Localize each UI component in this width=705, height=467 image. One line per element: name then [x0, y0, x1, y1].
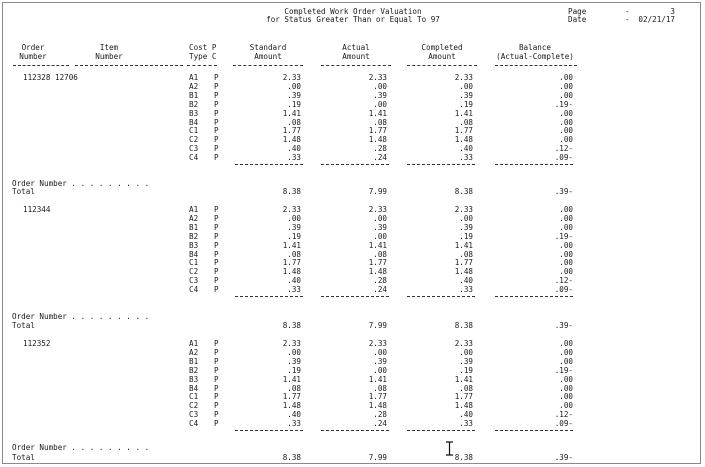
header-rule	[75, 65, 183, 66]
balance-amount: .00	[559, 383, 573, 393]
process-code: P	[214, 135, 219, 145]
total-label: Total	[12, 187, 35, 196]
header-rule	[187, 65, 217, 66]
completed-amount: .40	[459, 144, 473, 154]
process-code: P	[214, 205, 219, 214]
balance-amount: .00	[559, 73, 573, 82]
completed-amount: .40	[459, 410, 473, 420]
actual-amount: .28	[373, 276, 387, 286]
standard-amount: .40	[287, 276, 301, 286]
total-label: Total	[12, 453, 35, 462]
report-subtitle: for Status Greater Than or Equal To 97	[266, 15, 440, 24]
col-completed-line1: Completed	[421, 43, 463, 52]
subtotal-label: Order Number . . . . . . . . .	[12, 443, 150, 452]
subtotal-rule	[407, 430, 475, 431]
completed-amount: .08	[459, 249, 473, 259]
balance-amount: .00	[559, 392, 573, 402]
cost-type: C4	[189, 419, 199, 429]
balance-amount: .00	[559, 356, 573, 366]
completed-amount: 1.48	[454, 267, 473, 277]
page-separator: -	[625, 7, 630, 16]
completed-amount: 2.33	[454, 339, 473, 348]
completed-amount: .00	[459, 213, 473, 223]
header-rule	[495, 65, 577, 66]
standard-amount: .00	[287, 213, 301, 223]
balance-amount: .19-	[554, 231, 573, 241]
total-balance: .39-	[554, 187, 573, 196]
standard-amount: 1.48	[282, 267, 301, 277]
standard-amount: .40	[287, 410, 301, 420]
completed-amount: 1.77	[454, 126, 473, 136]
col-order-line1: Order	[21, 43, 45, 52]
balance-amount: .12-	[554, 410, 573, 420]
total-standard: 8.38	[282, 187, 301, 196]
process-code: P	[214, 231, 219, 241]
actual-amount: .24	[373, 153, 387, 163]
actual-amount: .08	[373, 249, 387, 259]
cost-type: C3	[189, 144, 199, 154]
actual-amount: .00	[373, 347, 387, 357]
subtotal-rule	[235, 296, 303, 297]
actual-amount: 1.41	[368, 108, 387, 118]
cost-type: A1	[189, 73, 199, 82]
cost-type: B1	[189, 90, 199, 100]
cost-type: C3	[189, 276, 199, 286]
order-number: 112344	[23, 205, 51, 214]
process-code: P	[214, 213, 219, 223]
standard-amount: .08	[287, 117, 301, 127]
standard-amount: .39	[287, 90, 301, 100]
balance-amount: .00	[559, 81, 573, 91]
process-code: P	[214, 81, 219, 91]
process-code: P	[214, 240, 219, 250]
completed-amount: .39	[459, 222, 473, 232]
page-number: 3	[670, 7, 675, 16]
cost-type: A1	[189, 339, 199, 348]
balance-amount: .09-	[554, 419, 573, 429]
standard-amount: .08	[287, 249, 301, 259]
standard-amount: .39	[287, 356, 301, 366]
subtotal-rule	[407, 296, 475, 297]
completed-amount: 1.48	[454, 401, 473, 411]
col-standard-line1: Standard	[249, 43, 287, 52]
item-number: 12706	[55, 73, 78, 82]
completed-amount: 1.48	[454, 135, 473, 145]
standard-amount: .19	[287, 365, 301, 375]
standard-amount: .33	[287, 419, 301, 429]
cost-type: B4	[189, 117, 199, 127]
completed-amount: .33	[459, 153, 473, 163]
balance-amount: .00	[559, 339, 573, 348]
cost-type: A2	[189, 347, 199, 357]
total-completed: 8.38	[454, 453, 473, 462]
report-title: Completed Work Order Valuation	[284, 7, 422, 16]
completed-amount: 1.41	[454, 374, 473, 384]
process-code: P	[214, 276, 219, 286]
actual-amount: 1.41	[368, 374, 387, 384]
col-standard-line2: Amount	[254, 52, 282, 61]
process-code: P	[214, 249, 219, 259]
total-balance: .39-	[554, 321, 573, 330]
actual-amount: 2.33	[368, 205, 387, 214]
process-code: P	[214, 285, 219, 295]
process-code: P	[214, 126, 219, 136]
standard-amount: 2.33	[282, 73, 301, 82]
actual-amount: .39	[373, 90, 387, 100]
standard-amount: .00	[287, 347, 301, 357]
process-code: P	[214, 392, 219, 402]
process-code: P	[214, 419, 219, 429]
balance-amount: .12-	[554, 276, 573, 286]
subtotal-rule	[495, 296, 573, 297]
actual-amount: .08	[373, 117, 387, 127]
standard-amount: 2.33	[282, 339, 301, 348]
completed-amount: .08	[459, 383, 473, 393]
cost-type: B3	[189, 374, 199, 384]
completed-amount: .33	[459, 285, 473, 295]
standard-amount: 1.77	[282, 392, 301, 402]
cost-type: B1	[189, 222, 199, 232]
completed-amount: 1.41	[454, 240, 473, 250]
actual-amount: 1.41	[368, 240, 387, 250]
header-rule	[321, 65, 391, 66]
standard-amount: .00	[287, 81, 301, 91]
total-label: Total	[12, 321, 35, 330]
report-frame	[2, 2, 701, 464]
balance-amount: .00	[559, 267, 573, 277]
standard-amount: .33	[287, 153, 301, 163]
cost-type: B3	[189, 240, 199, 250]
balance-amount: .19-	[554, 365, 573, 375]
date-label: Date	[568, 15, 587, 24]
cost-type: B1	[189, 356, 199, 366]
standard-amount: 1.77	[282, 258, 301, 268]
completed-amount: 2.33	[454, 205, 473, 214]
process-code: P	[214, 401, 219, 411]
standard-amount: .40	[287, 144, 301, 154]
actual-amount: 1.48	[368, 267, 387, 277]
standard-amount: 1.41	[282, 240, 301, 250]
subtotal-rule	[321, 430, 389, 431]
order-number: 112352	[23, 339, 51, 348]
process-code: P	[214, 222, 219, 232]
process-code: P	[214, 339, 219, 348]
completed-amount: .00	[459, 81, 473, 91]
actual-amount: 2.33	[368, 73, 387, 82]
completed-amount: 1.77	[454, 392, 473, 402]
date-value: 02/21/17	[638, 15, 675, 24]
subtotal-rule	[495, 164, 573, 165]
completed-amount: .40	[459, 276, 473, 286]
standard-amount: .33	[287, 285, 301, 295]
total-standard: 8.38	[282, 453, 301, 462]
subtotal-rule	[407, 164, 475, 165]
standard-amount: 1.48	[282, 135, 301, 145]
completed-amount: 1.77	[454, 258, 473, 268]
process-code: P	[214, 108, 219, 118]
actual-amount: 1.77	[368, 258, 387, 268]
balance-amount: .00	[559, 374, 573, 384]
subtotal-rule	[495, 430, 573, 431]
actual-amount: .39	[373, 356, 387, 366]
standard-amount: .39	[287, 222, 301, 232]
subtotal-rule	[321, 164, 389, 165]
standard-amount: .19	[287, 231, 301, 241]
balance-amount: .00	[559, 222, 573, 232]
col-balance-line1: Balance	[518, 43, 551, 52]
standard-amount: .08	[287, 383, 301, 393]
balance-amount: .00	[559, 90, 573, 100]
balance-amount: .12-	[554, 144, 573, 154]
actual-amount: .00	[373, 231, 387, 241]
actual-amount: .39	[373, 222, 387, 232]
process-code: P	[214, 117, 219, 127]
standard-amount: 1.48	[282, 401, 301, 411]
process-code: P	[214, 347, 219, 357]
process-code: P	[214, 410, 219, 420]
balance-amount: .00	[559, 135, 573, 145]
actual-amount: 1.77	[368, 392, 387, 402]
col-cost-line1: Cost P	[189, 43, 217, 52]
balance-amount: .00	[559, 240, 573, 250]
actual-amount: 1.48	[368, 135, 387, 145]
col-balance-line2: (Actual-Complete)	[496, 52, 574, 61]
completed-amount: .08	[459, 117, 473, 127]
standard-amount: .19	[287, 99, 301, 109]
balance-amount: .00	[559, 347, 573, 357]
balance-amount: .09-	[554, 153, 573, 163]
balance-amount: .09-	[554, 285, 573, 295]
actual-amount: .28	[373, 410, 387, 420]
order-number: 112328	[23, 73, 51, 82]
total-completed: 8.38	[454, 187, 473, 196]
cost-type: C1	[189, 126, 199, 136]
cost-type: A1	[189, 205, 199, 214]
standard-amount: 2.33	[282, 205, 301, 214]
process-code: P	[214, 374, 219, 384]
header-rule	[13, 65, 69, 66]
actual-amount: .24	[373, 419, 387, 429]
cost-type: C2	[189, 401, 199, 411]
process-code: P	[214, 267, 219, 277]
completed-amount: .39	[459, 90, 473, 100]
text-cursor-icon	[445, 441, 454, 456]
actual-amount: 1.77	[368, 126, 387, 136]
balance-amount: .00	[559, 205, 573, 214]
completed-amount: .39	[459, 356, 473, 366]
process-code: P	[214, 99, 219, 109]
date-separator: -	[625, 15, 630, 24]
completed-amount: .19	[459, 231, 473, 241]
standard-amount: 1.77	[282, 126, 301, 136]
actual-amount: .00	[373, 213, 387, 223]
subtotal-rule	[321, 296, 389, 297]
cost-type: A2	[189, 81, 199, 91]
subtotal-label: Order Number . . . . . . . . .	[12, 312, 150, 321]
header-rule	[233, 65, 303, 66]
total-actual: 7.99	[368, 453, 387, 462]
actual-amount: .00	[373, 81, 387, 91]
balance-amount: .00	[559, 401, 573, 411]
completed-amount: .19	[459, 365, 473, 375]
cost-type: B3	[189, 108, 199, 118]
col-actual-line2: Amount	[342, 52, 370, 61]
cost-type: B2	[189, 365, 199, 375]
actual-amount: 2.33	[368, 339, 387, 348]
process-code: P	[214, 144, 219, 154]
process-code: P	[214, 258, 219, 268]
cost-type: C4	[189, 285, 199, 295]
balance-amount: .00	[559, 126, 573, 136]
col-actual-line1: Actual	[342, 43, 370, 52]
completed-amount: .19	[459, 99, 473, 109]
completed-amount: 2.33	[454, 73, 473, 82]
cost-type: C2	[189, 267, 199, 277]
process-code: P	[214, 153, 219, 163]
process-code: P	[214, 365, 219, 375]
process-code: P	[214, 383, 219, 393]
actual-amount: 1.48	[368, 401, 387, 411]
subtotal-rule	[235, 164, 303, 165]
cost-type: C1	[189, 258, 199, 268]
standard-amount: 1.41	[282, 108, 301, 118]
total-actual: 7.99	[368, 187, 387, 196]
cost-type: B2	[189, 231, 199, 241]
subtotal-rule	[235, 430, 303, 431]
col-order-line2: Number	[19, 52, 47, 61]
balance-amount: .00	[559, 117, 573, 127]
total-standard: 8.38	[282, 321, 301, 330]
balance-amount: .00	[559, 108, 573, 118]
completed-amount: .33	[459, 419, 473, 429]
actual-amount: .08	[373, 383, 387, 393]
process-code: P	[214, 356, 219, 366]
total-actual: 7.99	[368, 321, 387, 330]
col-item-line2: Number	[95, 52, 123, 61]
balance-amount: .00	[559, 249, 573, 259]
completed-amount: 1.41	[454, 108, 473, 118]
cost-type: B4	[189, 249, 199, 259]
cost-type: C2	[189, 135, 199, 145]
page-label: Page	[568, 7, 587, 16]
col-completed-line2: Amount	[428, 52, 456, 61]
cost-type: C1	[189, 392, 199, 402]
balance-amount: .00	[559, 213, 573, 223]
completed-amount: .00	[459, 347, 473, 357]
actual-amount: .24	[373, 285, 387, 295]
cost-type: B2	[189, 99, 199, 109]
process-code: P	[214, 90, 219, 100]
subtotal-label: Order Number . . . . . . . . .	[12, 179, 150, 188]
col-cost-line2: Type C	[189, 52, 217, 61]
actual-amount: .28	[373, 144, 387, 154]
col-item-line1: Item	[99, 43, 119, 52]
balance-amount: .00	[559, 258, 573, 268]
balance-amount: .19-	[554, 99, 573, 109]
actual-amount: .00	[373, 365, 387, 375]
actual-amount: .00	[373, 99, 387, 109]
process-code: P	[214, 73, 219, 82]
cost-type: C4	[189, 153, 199, 163]
header-rule	[407, 65, 477, 66]
total-completed: 8.38	[454, 321, 473, 330]
cost-type: C3	[189, 410, 199, 420]
cost-type: A2	[189, 213, 199, 223]
total-balance: .39-	[554, 453, 573, 462]
standard-amount: 1.41	[282, 374, 301, 384]
cost-type: B4	[189, 383, 199, 393]
